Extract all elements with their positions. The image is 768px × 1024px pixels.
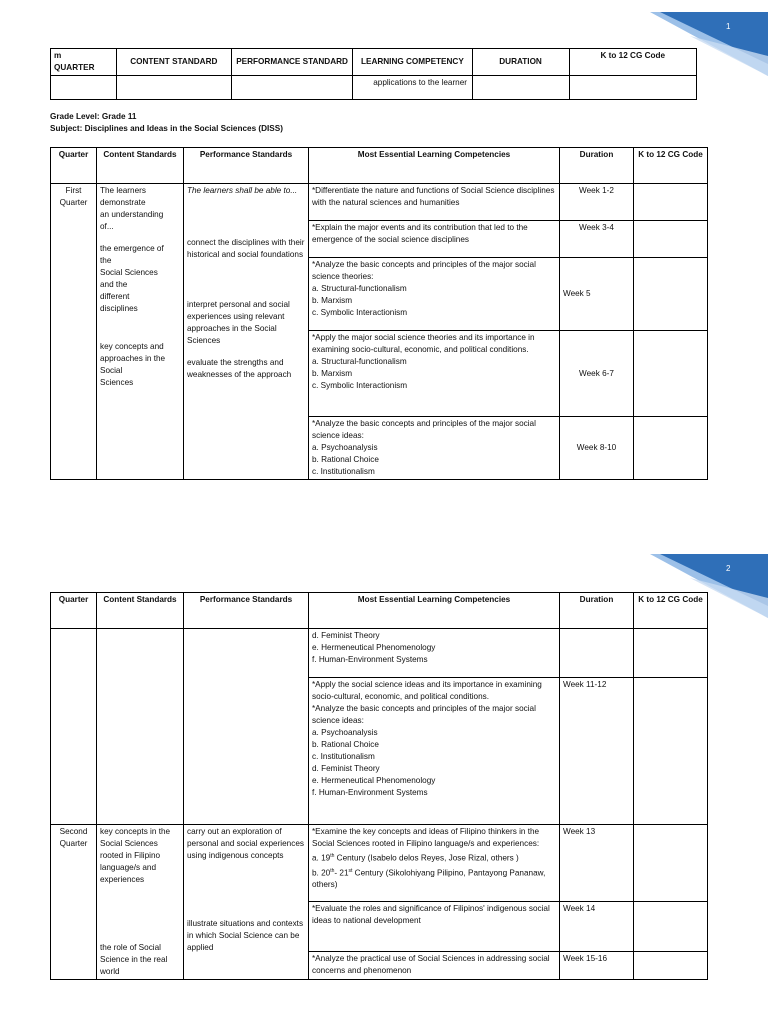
grade-level: Grade Level: Grade 11 xyxy=(50,112,137,121)
quarter-cell: First Quarter xyxy=(51,184,97,480)
melc-cell xyxy=(309,825,560,902)
melc-cell: *Apply the major social science theories and its importance in examining socio-cultural, economic, and political conditions. a. Structural-functionalism b. Marxism c. Symbolic Interactionism xyxy=(309,331,560,417)
header-code: K to 12 CG Code xyxy=(634,148,708,184)
top-header-code: K to 12 CG Code xyxy=(569,49,696,76)
performance-standards-cell xyxy=(184,184,309,480)
top-cell xyxy=(472,76,569,100)
page-number: 1 xyxy=(726,22,731,31)
header-performance: Performance Standards xyxy=(184,593,309,629)
performance-standard-interpret: interpret personal and social experiences using relevant approaches in the Social Sciences xyxy=(187,300,290,345)
header-quarter: Quarter xyxy=(51,593,97,629)
melc-cell: *Analyze the practical use of Social Sciences in addressing social concerns and phenomenon xyxy=(309,951,560,979)
quarter-cell-second: Second Quarter xyxy=(51,825,97,980)
duration-cell: Week 15-16 xyxy=(560,951,634,979)
content-standards-cell xyxy=(97,825,184,980)
header-melc: Most Essential Learning Competencies xyxy=(309,593,560,629)
performance-standard-connect: connect the disciplines with their historical and social foundations xyxy=(187,238,305,259)
melc-cell: *Explain the major events and its contribution that led to the emergence of the social science disciplines xyxy=(309,221,560,258)
top-table xyxy=(50,48,697,100)
top-header-content: CONTENT STANDARD xyxy=(116,49,231,76)
content-standard-key-concepts: key concepts and approaches in the Social Sciences xyxy=(100,342,166,387)
melc-cell: *Analyze the basic concepts and principles of the major social science ideas: a. Psychoanalysis b. Rational Choice c. Institutionalism xyxy=(309,417,560,480)
performance-standard-evaluate: evaluate the strengths and weaknesses of the approach xyxy=(187,358,292,379)
top-header-performance: PERFORMANCE STANDARD xyxy=(231,49,352,76)
top-cell xyxy=(231,76,352,100)
code-cell xyxy=(634,221,708,258)
performance-standard-exploration: carry out an exploration of personal and social experiences using indigenous concepts xyxy=(187,827,304,860)
melc-19th-century: a. 19th Century (Isabelo delos Reyes, Jose Rizal, others ) xyxy=(312,853,519,863)
performance-standard-intro: The learners shall be able to... xyxy=(187,186,298,195)
top-cell xyxy=(569,76,696,100)
page-2 xyxy=(0,538,768,1024)
duration-cell: Week 13 xyxy=(560,825,634,902)
code-cell xyxy=(634,184,708,221)
performance-standards-cell xyxy=(184,629,309,825)
content-standards-cell xyxy=(97,184,184,480)
header-duration: Duration xyxy=(560,593,634,629)
page-gap xyxy=(0,512,768,538)
duration-cell: Week 11-12 xyxy=(560,678,634,825)
top-cell xyxy=(51,76,117,100)
content-standard-intro: The learners demonstrate an understanding of... xyxy=(100,186,164,231)
top-header-duration: DURATION xyxy=(472,49,569,76)
content-standards-cell xyxy=(97,629,184,825)
duration-cell xyxy=(560,629,634,678)
duration-cell: Week 14 xyxy=(560,901,634,951)
header-melc: Most Essential Learning Competencies xyxy=(309,148,560,184)
header-code: K to 12 CG Code xyxy=(634,593,708,629)
code-cell xyxy=(634,951,708,979)
code-cell xyxy=(634,901,708,951)
duration-cell: Week 5 xyxy=(560,258,634,331)
top-cell xyxy=(116,76,231,100)
content-standard-emergence: the emergence of the Social Sciences and the different disciplines xyxy=(100,244,164,313)
header-content: Content Standards xyxy=(97,593,184,629)
melc-cell: *Evaluate the roles and significance of Filipinos' indigenous social ideas to national development xyxy=(309,901,560,951)
melc-filipino-thinkers: *Examine the key concepts and ideas of Filipino thinkers in the Social Sciences rooted in Filipino language/s and experiences: xyxy=(312,827,540,848)
code-cell xyxy=(634,825,708,902)
duration-cell: Week 1-2 xyxy=(560,184,634,221)
main-table-page-1 xyxy=(50,147,708,480)
duration-cell: Week 8-10 xyxy=(560,417,634,480)
header-content: Content Standards xyxy=(97,148,184,184)
melc-cell: *Analyze the basic concepts and principles of the major social science theories: a. Structural-functionalism b. Marxism c. Symbolic Interactionism xyxy=(309,258,560,331)
melc-cell: *Apply the social science ideas and its importance in examining socio-cultural, economic, and political conditions. *Analyze the basic concepts and principles of the major social science ideas: a. Psychoanalysis b. Rational Choice c. Institutionalism d. Feminist Theory e. Hermeneutical Phenomenology f. Human-Environment Systems xyxy=(309,678,560,825)
melc-20th-21st-century: b. 20th- 21st Century (Sikolohiyang Pilipino, Pantayong Pananaw, others) xyxy=(312,867,546,890)
header-performance: Performance Standards xyxy=(184,148,309,184)
content-standard-filipino: key concepts in the Social Sciences rooted in Filipino language/s and experiences xyxy=(100,827,171,884)
duration-cell: Week 3-4 xyxy=(560,221,634,258)
subject: Subject: Disciplines and Ideas in the Social Sciences (DISS) xyxy=(50,124,283,133)
code-cell xyxy=(634,258,708,331)
duration-cell: Week 6-7 xyxy=(560,331,634,417)
main-table-page-2 xyxy=(50,592,708,980)
melc-cell: d. Feminist Theory e. Hermeneutical Phenomenology f. Human-Environment Systems xyxy=(309,629,560,678)
melc-cell: *Differentiate the nature and functions of Social Science disciplines with the natural sciences and humanities xyxy=(309,184,560,221)
content-standard-role: the role of Social Science in the real world xyxy=(100,943,168,976)
header-duration: Duration xyxy=(560,148,634,184)
top-header-quarter: m QUARTER xyxy=(51,49,117,76)
code-cell xyxy=(634,417,708,480)
header-quarter: Quarter xyxy=(51,148,97,184)
code-cell xyxy=(634,331,708,417)
code-cell xyxy=(634,678,708,825)
performance-standard-illustrate: illustrate situations and contexts in which Social Science can be applied xyxy=(187,919,304,952)
top-cell-competency: applications to the learner xyxy=(353,76,472,100)
quarter-cell xyxy=(51,629,97,825)
page-number: 2 xyxy=(726,564,731,573)
code-cell xyxy=(634,629,708,678)
top-header-competency: LEARNING COMPETENCY xyxy=(353,49,472,76)
performance-standards-cell xyxy=(184,825,309,980)
